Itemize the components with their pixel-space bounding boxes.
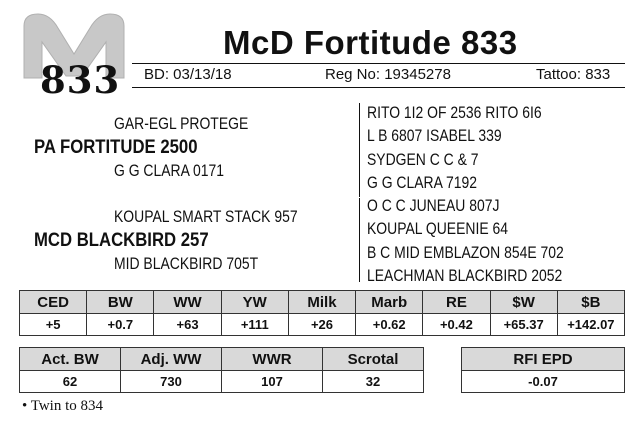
epd-header-ww: WW	[154, 291, 221, 314]
lot-number: 833	[40, 58, 121, 102]
actual-measurements-table	[19, 347, 424, 393]
ancestor: KOUPAL QUEENIE 64	[367, 219, 509, 238]
actual-value-wwr: 107	[222, 371, 323, 393]
epd-value-ced: +5	[20, 314, 87, 336]
actual-value-row	[20, 371, 424, 393]
actual-header-scrotal: Scrotal	[323, 348, 424, 371]
ancestor: LEACHMAN BLACKBIRD 2052	[367, 266, 563, 285]
epd-header-ced: CED	[20, 291, 87, 314]
epd-header-bw: BW	[87, 291, 154, 314]
dam-dam: MID BLACKBIRD 705T	[114, 254, 259, 273]
actual-value-adj-ww: 730	[121, 371, 222, 393]
actual-value-scrotal: 32	[323, 371, 424, 393]
birth-date: BD: 03/13/18	[144, 66, 232, 83]
epd-value-row	[20, 314, 625, 336]
ancestor: L B 6807 ISABEL 339	[367, 126, 502, 145]
epd-value-marb: +0.62	[356, 314, 423, 336]
actual-header-wwr: WWR	[222, 348, 323, 371]
rfi-value: -0.07	[462, 371, 625, 393]
epd-table	[19, 290, 625, 336]
pedigree-divider-bottom	[359, 198, 360, 282]
epd-header-re: RE	[423, 291, 490, 314]
rfi-table	[461, 347, 625, 393]
animal-title: McD Fortitude 833	[223, 24, 518, 61]
epd-header-row	[20, 291, 625, 314]
epd-value-bw: +0.7	[87, 314, 154, 336]
ancestor: RITO 1I2 OF 2536 RITO 6I6	[367, 103, 542, 122]
epd-header-w-index: $W	[490, 291, 557, 314]
rfi-header-row	[462, 348, 625, 371]
actual-header-adj-ww: Adj. WW	[121, 348, 222, 371]
epd-header-b-index: $B	[557, 291, 624, 314]
epd-value-w-index: +65.37	[490, 314, 557, 336]
dam-sire: KOUPAL SMART STACK 957	[114, 207, 298, 226]
id-rule	[132, 87, 625, 88]
actual-header-act-bw: Act. BW	[20, 348, 121, 371]
registration-number: Reg No: 19345278	[325, 66, 451, 83]
epd-value-re: +0.42	[423, 314, 490, 336]
epd-value-ww: +63	[154, 314, 221, 336]
twin-note: • Twin to 834	[22, 398, 104, 414]
actual-value-act-bw: 62	[20, 371, 121, 393]
ancestor: SYDGEN C C & 7	[367, 150, 479, 169]
ancestor: B C MID EMBLAZON 854E 702	[367, 243, 564, 262]
actual-header-row	[20, 348, 424, 371]
rfi-value-row	[462, 371, 625, 393]
ancestor: O C C JUNEAU 807J	[367, 196, 500, 215]
ancestor: G G CLARA 7192	[367, 173, 478, 192]
dam: MCD BLACKBIRD 257	[34, 230, 209, 251]
epd-header-yw: YW	[221, 291, 288, 314]
tattoo: Tattoo: 833	[536, 66, 611, 83]
sire: PA FORTITUDE 2500	[34, 137, 198, 158]
epd-value-yw: +111	[221, 314, 288, 336]
title-rule	[132, 63, 625, 64]
epd-header-marb: Marb	[356, 291, 423, 314]
pedigree-divider-top	[359, 103, 360, 197]
epd-value-b-index: +142.07	[557, 314, 624, 336]
epd-header-milk: Milk	[288, 291, 355, 314]
sire-dam: G G CLARA 0171	[114, 161, 225, 180]
epd-value-milk: +26	[288, 314, 355, 336]
sire-sire: GAR-EGL PROTEGE	[114, 114, 249, 133]
rfi-header: RFI EPD	[462, 348, 625, 371]
